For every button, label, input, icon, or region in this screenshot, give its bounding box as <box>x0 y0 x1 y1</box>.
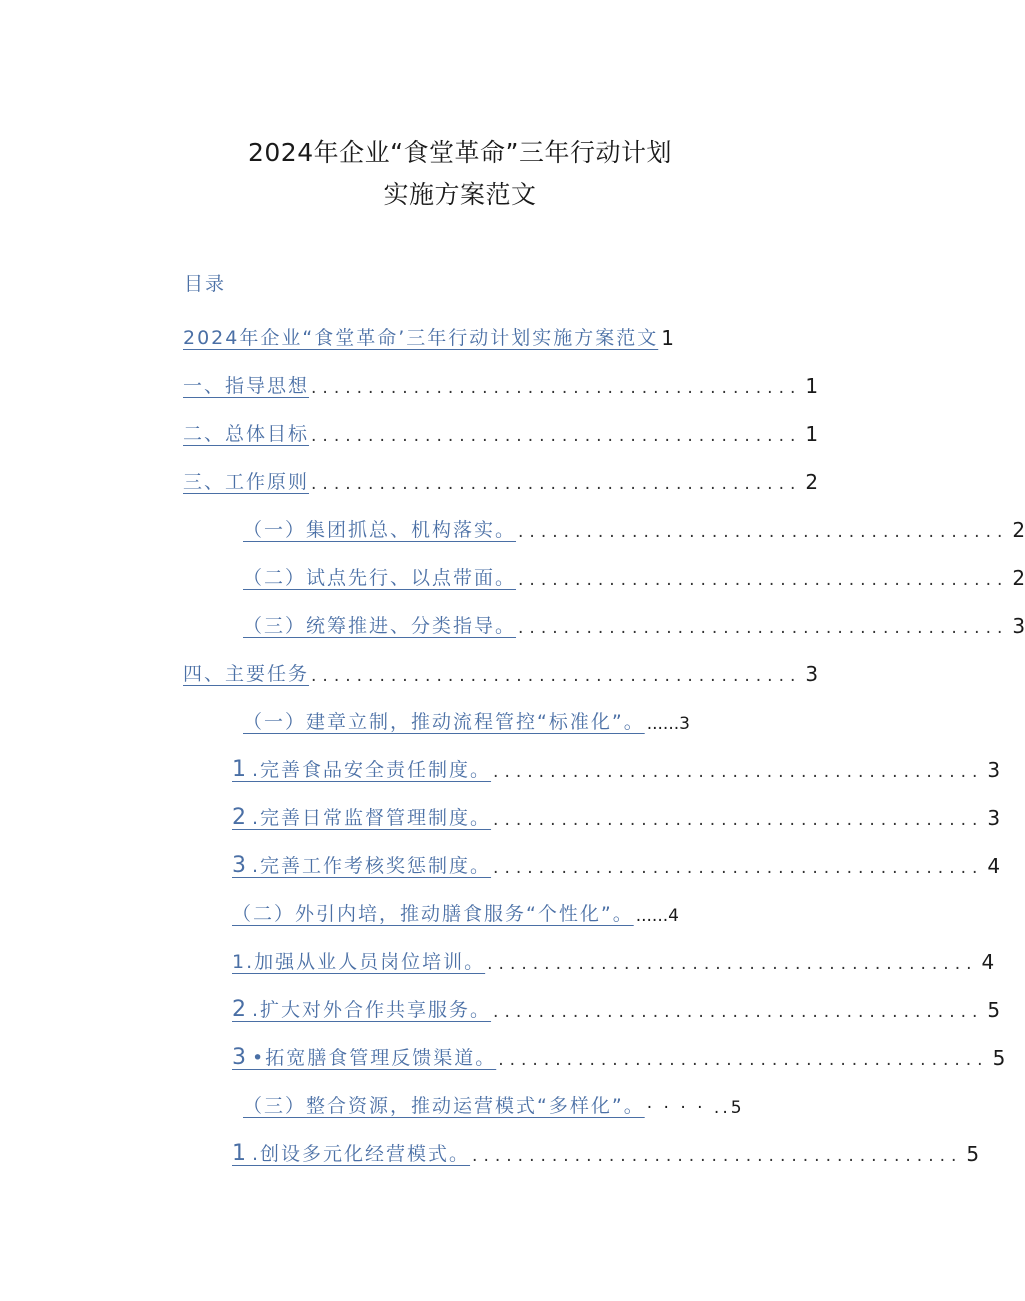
toc-link[interactable]: （三）统筹推进、分类指导。 <box>243 615 517 637</box>
toc-leader-dots: ........................................... <box>311 666 802 686</box>
toc-leader-dots: ........................................... <box>311 378 802 398</box>
toc-item-text: .完善日常监督管理制度。 <box>252 807 492 829</box>
toc-entry[interactable] <box>183 654 819 686</box>
toc-page-number: 2 <box>805 470 819 494</box>
toc-page-number: 5 <box>987 998 1001 1022</box>
toc-page-number: 2 <box>1012 566 1025 590</box>
toc-item-text: •拓宽膳食管理反馈渠道。 <box>252 1047 497 1069</box>
toc-item-text: .扩大对外合作共享服务。 <box>252 999 492 1021</box>
toc-leader-dots: ........................................... <box>518 570 1009 590</box>
toc-item-number: 2 <box>232 805 252 830</box>
toc-link[interactable]: （二）试点先行、以点带面。 <box>243 567 517 589</box>
toc-leader-dots: ........................................... <box>311 426 802 446</box>
toc-link[interactable]: （一）建章立制，推动流程管控“标准化”。 <box>243 711 645 733</box>
toc-item-text: .创设多元化经营模式。 <box>252 1143 471 1165</box>
toc-item-text: .完善食品安全责任制度。 <box>252 759 492 781</box>
toc-leader-dots: ........................................... <box>518 522 1009 542</box>
toc-page-number: 5 <box>966 1142 980 1166</box>
toc-entry[interactable] <box>183 462 819 494</box>
toc-link[interactable] <box>232 755 491 782</box>
toc-leader-dots: ........................................... <box>311 474 802 494</box>
toc-item-text: .完善工作考核奖惩制度。 <box>252 855 492 877</box>
toc-link[interactable]: 一、指导思想 <box>183 375 310 397</box>
toc-page-tail: ......3 <box>646 714 690 734</box>
toc-entry[interactable] <box>232 750 1001 782</box>
toc-link[interactable] <box>232 851 491 878</box>
toc-leader-dots: ........................................... <box>487 954 978 974</box>
toc-leader-dots: ........................................... <box>472 1146 963 1166</box>
toc-link[interactable] <box>232 995 491 1022</box>
toc-entry[interactable] <box>183 366 819 398</box>
toc-leader-dots: ........................................... <box>493 762 984 782</box>
toc-leader-dots: ........................................... <box>493 1002 984 1022</box>
toc-link[interactable]: （一）集团抓总、机构落实。 <box>243 519 517 541</box>
toc-heading: 目录 <box>184 273 227 295</box>
toc-item-number: 1 <box>232 1141 252 1166</box>
toc-page-number: 3 <box>987 806 1001 830</box>
toc-entry[interactable] <box>243 558 1025 590</box>
toc-entry[interactable] <box>232 798 1001 830</box>
toc-page-number: 4 <box>981 950 995 974</box>
toc-entry[interactable] <box>232 894 679 926</box>
toc-item-number: 3 <box>232 1045 252 1070</box>
toc-page-number: 3 <box>1012 614 1025 638</box>
toc-entry[interactable] <box>232 1038 1006 1070</box>
toc-item-number: 3 <box>232 853 252 878</box>
toc-link[interactable] <box>232 1043 496 1070</box>
toc-link[interactable]: 四、主要任务 <box>183 663 310 685</box>
toc-entry[interactable] <box>183 414 819 446</box>
toc-item-number: 2 <box>232 997 252 1022</box>
toc-page-number: 2 <box>1012 518 1025 542</box>
toc-entry[interactable] <box>243 702 690 734</box>
toc-page-number: 3 <box>805 662 819 686</box>
document-title-line1: 2024年企业“食堂革命”三年行动计划 <box>247 138 673 167</box>
toc-page-number: 4 <box>987 854 1001 878</box>
document-title-line2: 实施方案范文 <box>383 180 537 209</box>
toc-leader-dots: ........................................... <box>493 858 984 878</box>
toc-entry[interactable] <box>232 942 995 974</box>
toc-entry[interactable] <box>243 510 1025 542</box>
toc-item-number: 1 <box>232 757 252 782</box>
toc-link[interactable]: （二）外引内培，推动膳食服务“个性化”。 <box>232 903 634 925</box>
toc-link[interactable] <box>232 803 491 830</box>
toc-page-number: 1 <box>805 374 819 398</box>
toc-link[interactable] <box>232 1139 470 1166</box>
toc-link[interactable]: 二、总体目标 <box>183 423 310 445</box>
toc-entry[interactable] <box>243 1086 745 1118</box>
toc-link[interactable]: （三）整合资源，推动运营模式“多样化”。 <box>243 1095 645 1117</box>
toc-entry[interactable] <box>232 1134 980 1166</box>
toc-page-number: 1 <box>805 422 819 446</box>
toc-page-number: 5 <box>992 1046 1006 1070</box>
toc-page-tail: · · · · ..5 <box>646 1098 745 1118</box>
toc-leader-dots: ........................................... <box>493 810 984 830</box>
toc-leader-dots: ........................................... <box>518 618 1009 638</box>
toc-link[interactable]: 三、工作原则 <box>183 471 310 493</box>
toc-page-tail: ......4 <box>635 906 679 926</box>
toc-entry[interactable] <box>243 606 1025 638</box>
toc-page-number: 1 <box>661 326 674 350</box>
toc-entry[interactable] <box>232 990 1001 1022</box>
toc-link[interactable]: 2024年企业“食堂革命’三年行动计划实施方案范文 <box>183 327 659 349</box>
toc-page-number: 3 <box>987 758 1001 782</box>
toc-entry-main[interactable] <box>183 318 674 350</box>
toc-entry[interactable] <box>232 846 1001 878</box>
toc-leader-dots: ........................................... <box>498 1050 989 1070</box>
toc-link[interactable]: 1.加强从业人员岗位培训。 <box>232 951 486 973</box>
